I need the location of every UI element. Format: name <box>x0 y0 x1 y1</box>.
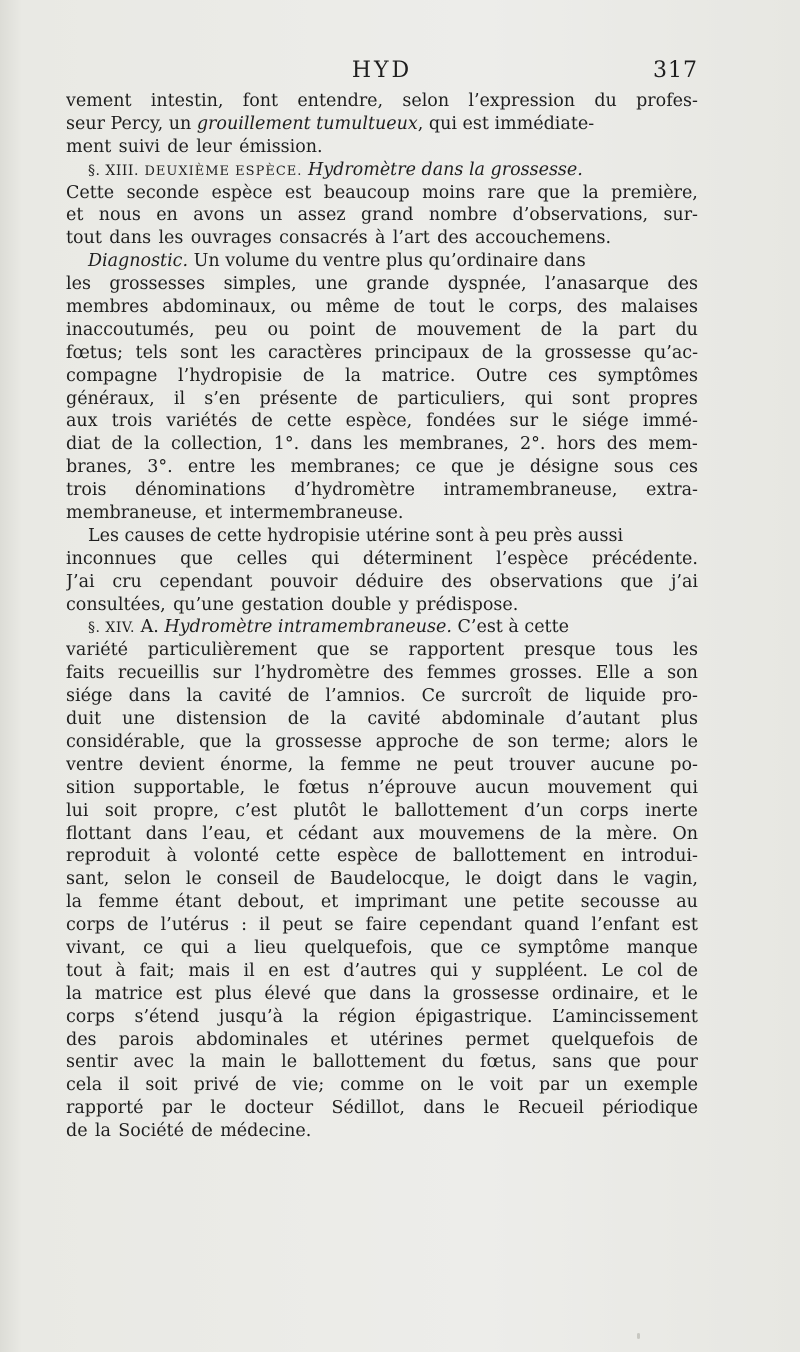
text-line: membres abdominaux, ou même de tout le corps, des malaises <box>66 297 698 318</box>
text-line: lui soit propre, c’est plutôt le ballottement d’un corps inerte <box>66 800 698 821</box>
section-heading-xiv <box>66 616 698 639</box>
text-line: inconnues que celles qui déterminent l’espèce précédente. <box>66 548 698 569</box>
text-line: la matrice est plus élevé que dans la grossesse ordinaire, et le <box>66 983 698 1004</box>
section-mark: §. XIII. <box>88 162 139 179</box>
text-line: de la Société de médecine. <box>66 1121 312 1142</box>
text-line: aux trois variétés de cette espèce, fondées sur le siége immé- <box>66 411 698 432</box>
text-line: reproduit à volonté cette espèce de ballottement en introdui- <box>66 846 698 867</box>
text-line: diat de la collection, 1°. dans les membranes, 2°. hors des mem- <box>66 434 698 455</box>
text-line: considérable, que la grossesse approche de son terme; alors le <box>66 731 698 752</box>
text-line: flottant dans l’eau, et cédant aux mouvemens de la mère. On <box>66 823 698 844</box>
text-line: vivant, ce qui a lieu quelquefois, que ce symptôme manque <box>66 937 698 958</box>
text-line: tout dans les ouvrages consacrés à l’art des accouchemens. <box>66 228 612 249</box>
text-block <box>66 58 698 1143</box>
text-line: Diagnostic. Un volume du ventre plus qu’ordinaire dans <box>88 251 586 272</box>
text-line: les grossesses simples, une grande dyspnée, l’anasarque des <box>66 274 698 295</box>
running-head <box>66 58 698 90</box>
text-line: ventre devient énorme, la femme ne peut trouver aucune po- <box>66 754 698 775</box>
text-line: sition supportable, le fœtus n’éprouve aucun mouvement qui <box>66 777 698 798</box>
text-line: compagne l’hydropisie de la matrice. Outre ces symptômes <box>66 365 698 386</box>
text-line: siége dans la cavité de l’amnios. Ce surcroît de liquide pro- <box>66 686 698 707</box>
text-line: faits recueillis sur l’hydromètre des femmes grosses. Elle a son <box>66 663 698 684</box>
paper-speck <box>637 1333 640 1339</box>
text-line: J’ai cru cependant pouvoir déduire des observations que j’ai <box>66 571 698 592</box>
text-line: corps de l’utérus : il peut se faire cependant quand l’enfant est <box>66 915 698 936</box>
text-line: consultées, qu’une gestation double y prédispose. <box>66 594 519 615</box>
text-line: membraneuse, et intermembraneuse. <box>66 503 404 524</box>
running-title: HYD <box>351 58 413 83</box>
text-line: généraux, il s’en présente de particuliers, qui sont propres <box>66 388 698 409</box>
text-line: seur Percy, un grouillement tumultueux, qui est immédiate- <box>66 113 595 134</box>
text-line: Les causes de cette hydropisie utérine sont à peu près aussi <box>88 525 624 546</box>
text-line: trois dénominations d’hydromètre intramembraneuse, extra- <box>66 480 698 501</box>
text-line: la femme étant debout, et imprimant une petite secousse au <box>66 892 698 913</box>
text-line: fœtus; tels sont les caractères principaux de la grossesse qu’ac- <box>66 342 698 363</box>
section-label: A. <box>140 617 159 638</box>
text-line: Cette seconde espèce est beaucoup moins rare que la première, <box>66 182 698 203</box>
section-title: Hydromètre dans la grossesse. <box>307 159 583 180</box>
text-line: sant, selon le conseil de Baudelocque, le doigt dans le vagin, <box>66 869 698 890</box>
text-line: corps s’étend jusqu’à la région épigastrique. L’amincissement <box>66 1006 698 1027</box>
text-run: C’est à cette <box>457 617 569 638</box>
text-line: des parois abdominales et utérines permet quelquefois de <box>66 1029 698 1050</box>
text-line: cela il soit privé de vie; comme on le voit par un exemple <box>66 1075 698 1096</box>
text-line: rapporté par le docteur Sédillot, dans le Recueil périodique <box>66 1098 698 1119</box>
text-line: et nous en avons un assez grand nombre d’observations, sur- <box>66 205 698 226</box>
section-label: DEUXIÈME ESPÈCE. <box>144 163 303 179</box>
text-line: inaccoutumés, peu ou point de mouvement de la part du <box>66 319 698 340</box>
text-line: duit une distension de la cavité abdominale d’autant plus <box>66 709 698 730</box>
text-line: ment suivi de leur émission. <box>66 136 323 157</box>
text-line: sentir avec la main le ballottement du fœtus, sans que pour <box>66 1052 698 1073</box>
section-title: Hydromètre intramembraneuse. <box>164 617 452 638</box>
text-line: branes, 3°. entre les membranes; ce que je désigne sous ces <box>66 457 698 478</box>
section-heading-xiii <box>66 159 698 182</box>
paragraph-lead: Diagnostic. <box>88 251 189 272</box>
page-number: 317 <box>653 58 698 83</box>
text-line: variété particulièrement que se rapportent presque tous les <box>66 640 698 661</box>
text-line: vement intestin, font entendre, selon l’expression du profes- <box>66 91 698 111</box>
section-mark: §. XIV. <box>88 620 136 637</box>
text-line: tout à fait; mais il en est d’autres qui y suppléent. Le col de <box>66 960 698 981</box>
